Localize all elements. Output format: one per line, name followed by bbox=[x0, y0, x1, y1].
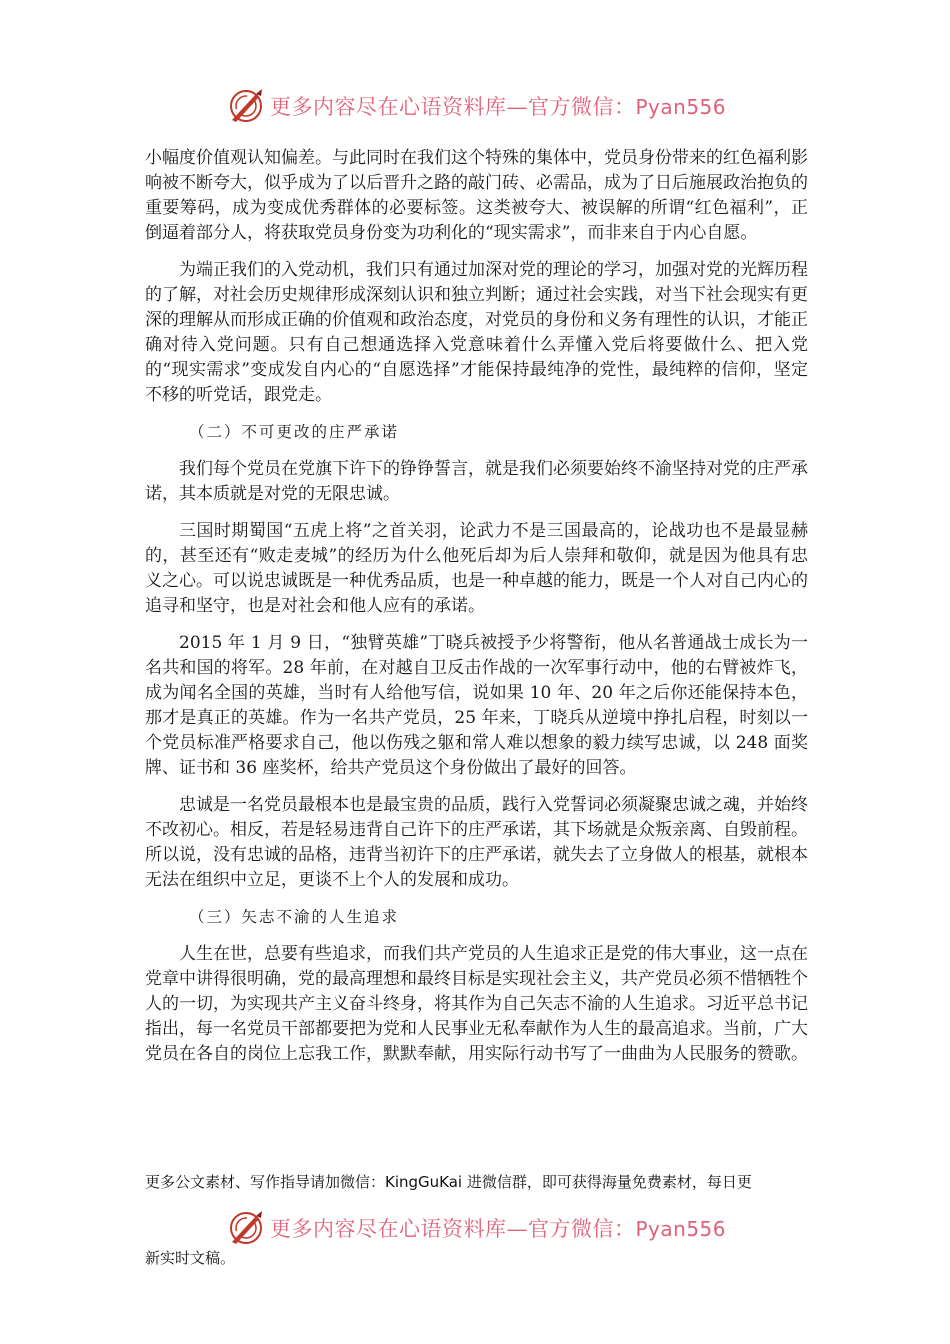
body-paragraph: 为端正我们的入党动机，我们只有通过加深对党的理论的学习，加强对党的光辉历程的了解，对社会历史规律形成深刻认识和独立判断；通过社会实践，对当下社会现实有更深的理解从而形成正确的价值观和政治态度，对党员的身份和义务有理性的认识，才能正确对待入党问题。只有自己想通选择入党意味着什么弄懂入党后将要做什么、把入党的“现实需求”变成发自内心的“自愿选择”才能保持最纯净的党性，最纯粹的信仰，坚定不移的听党话，跟党走。 bbox=[145, 260, 808, 405]
body-paragraph: 人生在世，总要有些追求，而我们共产党员的人生追求正是党的伟大事业，这一点在党章中讲得很明确，党的最高理想和最终目标是实现社会主义，共产党员必须不惜牺牲个人的一切，为实现共产主义奋斗终身，将其作为自己矢志不渝的人生追求。习近平总书记指出，每一名党员干部都要把为党和人民事业无私奉献作为人生的最高追求。当前，广大党员在各自的岗位上忘我工作，默默奉献，用实际行动书写了一曲曲为人民服务的赞歌。 bbox=[145, 944, 808, 1064]
banner-text: 更多内容尽在心语资料库—官方微信：Pyan556 bbox=[270, 95, 727, 119]
document-body bbox=[145, 146, 808, 1079]
body-paragraph: 忠诚是一名党员最根本也是最宝贵的品质，践行入党誓词必须凝聚忠诚之魂，并始终不改初心。相反，若是轻易违背自己许下的庄严承诺，其下场就是众叛亲离、自毁前程。所以说，没有忠诚的品格，违背当初许下的庄严承诺，就失去了立身做人的根基，就根本无法在组织中立足，更谈不上个人的发展和成功。 bbox=[145, 795, 808, 890]
body-paragraph: 小幅度价值观认知偏差。与此同时在我们这个特殊的集体中，党员身份带来的红色福利影响被不断夸大，似乎成为了以后晋升之路的敲门砖、必需品，成为了日后施展政治抱负的重要筹码，成为变成优秀群体的必要标签。这类被夸大、被误解的所谓“红色福利”，正倒逼着部分人，将获取党员身份变为功利化的“现实需求”，而非来自于内心自愿。 bbox=[145, 148, 808, 243]
header-banner bbox=[226, 86, 726, 126]
brand-logo-icon bbox=[226, 1208, 266, 1248]
brand-logo-icon bbox=[226, 86, 266, 126]
footer-banner bbox=[226, 1208, 726, 1248]
section-heading: （二）不可更改的庄严承诺 bbox=[189, 423, 400, 441]
body-paragraph: 我们每个党员在党旗下许下的铮铮誓言，就是我们必须要始终不渝坚持对党的庄严承诺，其本质就是对党的无限忠诚。 bbox=[145, 459, 808, 504]
wechat-id: Pyan556 bbox=[635, 95, 727, 119]
banner-text: 更多内容尽在心语资料库—官方微信：Pyan556 bbox=[270, 1217, 727, 1241]
body-paragraph: 三国时期蜀国“五虎上将”之首关羽，论武力不是三国最高的，论战功也不是最显赫的，甚至还有“败走麦城”的经历为什么他死后却为后人崇拜和敬仰，就是因为他具有忠义之心。可以说忠诚既是一种优秀品质，也是一种卓越的能力，既是一个人对自己内心的追寻和坚守，也是对社会和他人应有的承诺。 bbox=[145, 521, 808, 616]
footer-line-1: 更多公文素材、写作指导请加微信：KingGuKai 进微信群，即可获得海量免费素材，每日更 bbox=[145, 1173, 752, 1191]
wechat-id: Pyan556 bbox=[635, 1217, 727, 1241]
section-heading: （三）矢志不渝的人生追求 bbox=[189, 908, 400, 926]
body-paragraph: 2015 年 1 月 9 日，“独臂英雄”丁晓兵被授予少将警衔，他从名普通战士成长为一名共和国的将军。28 年前，在对越自卫反击作战的一次军事行动中，他的右臂被炸飞，成为闻名全国的英雄，当时有人给他写信，说如果 10 年、20 年之后你还能保持本色，那才是真正的英雄。作为一名共产党员，25 年来，丁晓兵从逆境中挣扎启程，时刻以一个党员标准严格要求自己，他以伤残之躯和常人难以想象的毅力续写忠诚，以 248 面奖牌、证书和 36 座奖杯，给共产党员这个身份做出了最好的回答。 bbox=[145, 633, 808, 778]
footer-line-2: 新实时文稿。 bbox=[145, 1249, 236, 1267]
